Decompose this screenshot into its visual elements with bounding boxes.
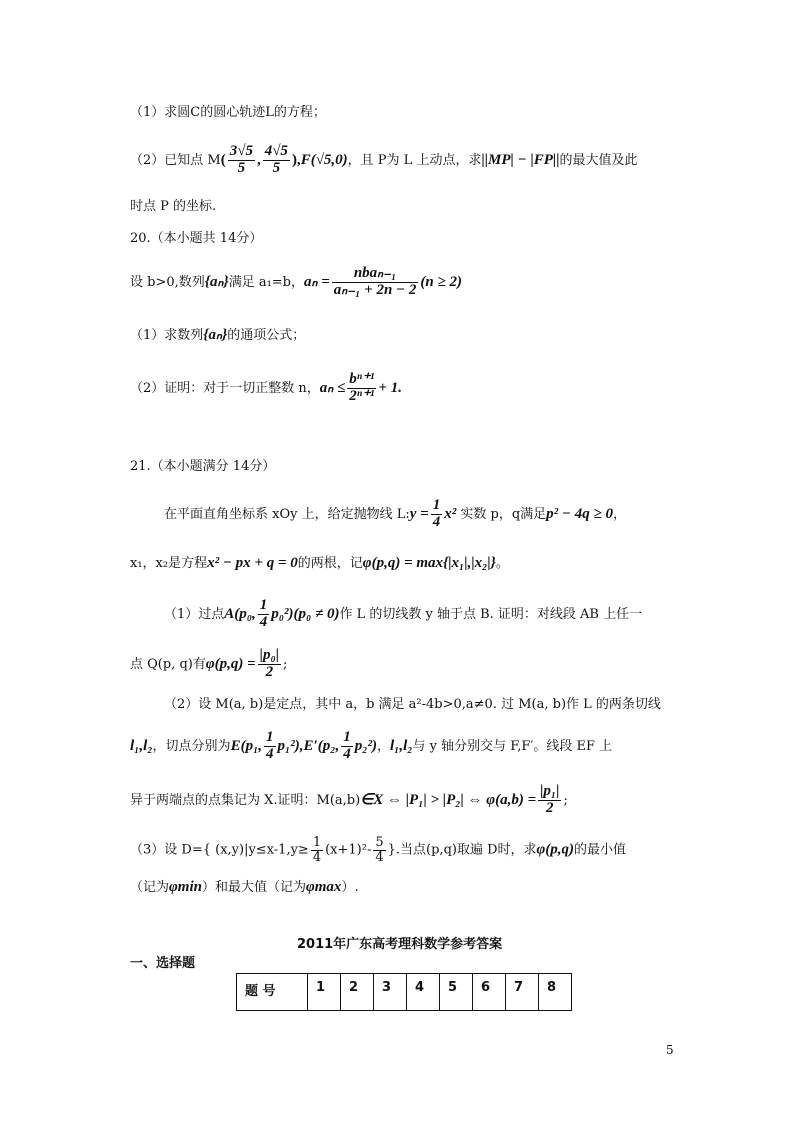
q19-my-frac: $\frac{4√5}{5}$ [264, 143, 288, 176]
q19-part2-d: 时点 P 的坐标. [130, 199, 217, 214]
q21-l1-a: 在平面直角坐标系 xOy 上，给定抛物线 L: [164, 506, 410, 522]
q21-p3-a: （3）设 D={ (x,y)|y≤x-1,y≥ [130, 842, 309, 858]
q20-an-lhs: aₙ = [304, 273, 330, 290]
q21-p2-line2 [130, 730, 612, 763]
q21-p2-E3: p₂²) [354, 737, 377, 754]
q19-part2-c: 的最大值及此 [559, 152, 638, 168]
q19-part2-b: ，且 P为 L 上动点，求 [347, 152, 482, 168]
q21-p2-a: （2）设 M(a, b)是定点，其中 a，b 满足 a²-4b>0,a≠0. 过 M(a, b)作 L 的两条切线 [164, 697, 661, 712]
q21-p3-frac1: $\frac{1}{4}$ [312, 835, 322, 865]
answers-title: 2011年广东高考理科数学参考答案 [297, 937, 503, 952]
q21-p1-a: （1）过点 [164, 606, 225, 622]
q21-p1-A-b: p₀²)(p₀ ≠ 0) [271, 605, 340, 622]
q21-p2-iff: ∈X ⇔ |P₁| > |P₂| ⇔ φ(a,b) = [360, 791, 537, 808]
q19-part1: （1）求圆C的圆心轨迹L的方程； [130, 105, 326, 120]
q21-p2-f: ; [563, 792, 568, 808]
q21-l2-b: 的两根，记 [297, 556, 363, 571]
q20-intro-a: 设 b>0,数列 [130, 274, 205, 290]
q21-p3-f: ）和最大值（记为 [201, 880, 306, 895]
q21-p1-line2 [130, 648, 287, 681]
q21-l2-eq: x² − px + q = 0 [207, 555, 298, 571]
q21-l1-x2: x² [444, 505, 457, 522]
q21-p1-d: ; [283, 656, 288, 672]
q21-p2-c: ， [376, 738, 390, 754]
q21-p3-b: (x+1)²- [325, 842, 372, 858]
q21-p3-e: （记为 [130, 880, 170, 895]
q21-p2-E2: p₁²),E′(p₂, [277, 737, 340, 754]
q20-p2-frac: $\frac{\text{bⁿ⁺¹}}{\text{2ⁿ⁺¹}}$ [349, 371, 375, 404]
q21-p1-A-a: A(p₀, [224, 605, 256, 622]
q21-p3-max: φmax [305, 879, 342, 895]
q20-p1-b: 的通项公式； [227, 328, 306, 343]
q21-p2-l: l₁,l₂ [130, 737, 153, 754]
q21-p2-frac: $\frac{\text{|p₁|}}{2}$ [540, 783, 560, 816]
q19-mx-frac: $\frac{3√5}{5}$ [229, 143, 253, 176]
q21-header: 21.（本小题满分 14分） [130, 459, 276, 474]
q21-p3-d: 的最小值 [574, 842, 627, 858]
q21-p3-min: φmin [169, 879, 202, 895]
q21-p2-e: 异于两端点的点集记为 X.证明：M(a,b) [130, 792, 361, 808]
q21-l1-y: y = [409, 505, 429, 522]
q21-p3-line2 [130, 880, 359, 895]
q21-p2-E-frac2: $\frac{1}{4}$ [343, 729, 351, 762]
q21-p1-c: 点 Q(p, q)有 [130, 656, 206, 672]
q21-p1-line [164, 598, 642, 631]
q21-line1 [164, 498, 626, 531]
q20-an-cond: (n ≥ 2) [420, 273, 462, 290]
answer-table-cell: 3 [374, 974, 407, 1011]
q20-an-frac: $\frac{\text{nbaₙ₋₁}}{\text{aₙ₋₁ + 2n − 2}}$ [333, 265, 417, 298]
q21-p2-l-2: l₁,l₂ [389, 737, 413, 754]
q21-p2-d: 与 y 轴分别交与 F,F′。线段 EF 上 [412, 738, 613, 754]
q21-l1-frac: $\frac{1}{4}$ [432, 497, 441, 530]
q20-seq-2: {aₙ} [203, 327, 228, 343]
q20-p2-line [130, 372, 402, 405]
q21-l1-c: ， [612, 506, 626, 522]
q21-p2-E-frac1: $\frac{1}{4}$ [266, 729, 274, 762]
q20-p2-rhs: + 1. [378, 379, 402, 396]
q21-p3-frac2: $\frac{5}{4}$ [375, 835, 384, 865]
answer-table-cell: 7 [506, 974, 539, 1011]
answer-table-cell: 题 号 [237, 974, 308, 1011]
answer-table-cell: 2 [341, 974, 374, 1011]
q21-p2-E: E(p₁, [230, 737, 263, 754]
q21-p3-c: }.当点(p,q)取遍 D时，求 [387, 842, 537, 858]
answers-section: 一、选择题 [130, 956, 196, 971]
q21-l2-a: x₁，x₂是方程 [130, 556, 208, 571]
q21-p2-b: ，切点分别为 [152, 738, 231, 754]
answer-table-cell: 1 [308, 974, 341, 1011]
answer-table-header-row [237, 974, 572, 1011]
q20-p1-a: （1）求数列 [130, 328, 204, 343]
q21-p3-g: ）. [341, 880, 359, 895]
q21-p1-A-frac: $\frac{1}{4}$ [259, 597, 268, 630]
q19-abs-expr: ||MP| − |FP|| [481, 151, 560, 168]
q20-intro-b: 满足 a₁=b， [228, 274, 304, 290]
q20-intro-line [130, 266, 462, 299]
answer-table-cell: 4 [407, 974, 440, 1011]
q21-l2-phi: φ(p,q) = max{|x₁|,|x₂|} [362, 555, 496, 571]
page-number: 5 [666, 1043, 674, 1057]
q19-f-point: F(√5,0) [300, 151, 348, 168]
q21-p1-phi: φ(p,q) = [205, 655, 256, 672]
q21-l2-c: 。 [495, 556, 509, 571]
answer-table-cell: 5 [440, 974, 473, 1011]
q21-line2 [130, 556, 509, 571]
q20-p2-a: （2）证明：对于一切正整数 n， [130, 380, 320, 396]
answer-table-cell: 6 [473, 974, 506, 1011]
q20-p1-line [130, 328, 305, 343]
q21-l1-cond: p² − 4q ≥ 0 [546, 505, 613, 522]
answer-table [236, 973, 572, 1011]
q21-p1-b: 作 L 的切线教 y 轴于点 B. 证明：对线段 AB 上任一 [339, 606, 643, 622]
q19-part2-a: （2）已知点 M [130, 152, 221, 168]
q20-header: 20.（本小题共 14分） [130, 231, 263, 246]
q20-p2-lhs: aₙ ≤ [319, 379, 346, 396]
q21-p3-line [130, 836, 626, 864]
q20-seq: {aₙ} [204, 273, 229, 290]
q21-l1-b: 实数 p，q满足 [460, 506, 547, 522]
answer-table-cell: 8 [539, 974, 572, 1011]
q21-p2-line3 [130, 784, 568, 817]
q21-p1-frac: $\frac{\text{|p₀|}}{2}$ [259, 647, 279, 680]
q19-part2-line: （2）已知点 M( $\frac{3√5}{5}$ , $\frac{4√5}{5}$ ),F(√5,0)，且 P为 L 上动点，求||MP| − |FP||的最大值及此 [130, 143, 638, 176]
q21-p3-phi: φ(p,q) [536, 841, 575, 858]
